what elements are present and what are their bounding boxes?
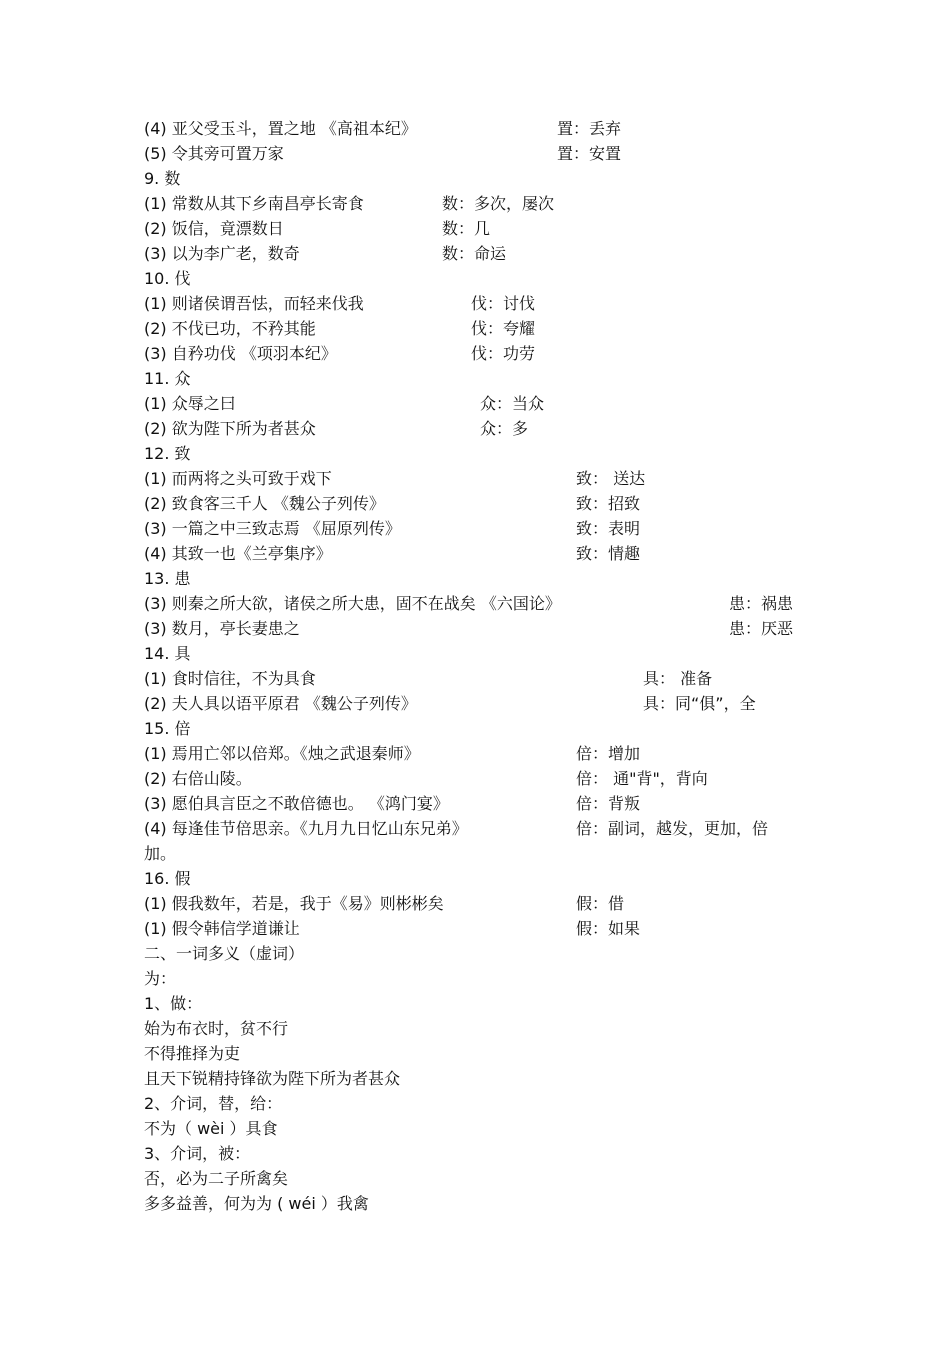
definition: 数：命运	[442, 244, 507, 263]
section-heading: 10. 伐	[144, 269, 191, 288]
section-heading: 9. 数	[144, 169, 181, 188]
definition: 伐：夸耀	[471, 319, 536, 338]
section-heading: 15. 倍	[144, 719, 191, 738]
text-line: (2) 欲为陛下所为者甚众	[144, 419, 316, 438]
text-line: (2) 饭信，竟漂数日	[144, 219, 284, 238]
definition: 众：当众	[480, 394, 545, 413]
text-line: (1) 食时信往，不为具食	[144, 669, 316, 688]
example-line: 始为布衣时，贫不行	[144, 1019, 289, 1038]
definition: 具：同“俱”，全	[643, 694, 756, 713]
definition: 倍：增加	[576, 744, 641, 763]
example-line: 且天下锐精持锋欲为陛下所为者甚众	[144, 1069, 401, 1088]
section-heading: 12. 致	[144, 444, 191, 463]
text-line: (3) 愿伯具言臣之不敢倍德也。 《鸿门宴》	[144, 794, 449, 813]
text-line: (3) 数月，亭长妻患之	[144, 619, 300, 638]
text-line: (2) 致食客三千人 《魏公子列传》	[144, 494, 385, 513]
text-line: (4) 亚父受玉斗，置之地 《高祖本纪》	[144, 119, 417, 138]
text-line: (3) 则秦之所大欲，诸侯之所大患，固不在战矣 《六国论》	[144, 594, 561, 613]
text-line: 为：	[144, 969, 177, 988]
text-line: (1) 焉用亡邻以倍郑。《烛之武退秦师》	[144, 744, 420, 763]
part-heading: 二、一词多义（虚词）	[144, 944, 305, 963]
section-heading: 11. 众	[144, 369, 191, 388]
sense-heading: 1、做：	[144, 994, 203, 1013]
text-line: (3) 自矜功伐 《项羽本纪》	[144, 344, 337, 363]
text-line: 加。	[144, 844, 177, 863]
definition: 致： 送达	[576, 469, 646, 488]
text-line: (2) 夫人具以语平原君 《魏公子列传》	[144, 694, 417, 713]
example-line: 不得推择为吏	[144, 1044, 241, 1063]
definition: 置：丢弃	[557, 119, 622, 138]
definition: 伐：讨伐	[471, 294, 536, 313]
text-line: (1) 常数从其下乡南昌亭长寄食	[144, 194, 364, 213]
definition: 倍：背叛	[576, 794, 641, 813]
text-line: (1) 众辱之曰	[144, 394, 236, 413]
definition: 患：厌恶	[729, 619, 794, 638]
text-line: (3) 以为李广老，数奇	[144, 244, 300, 263]
definition: 致：表明	[576, 519, 641, 538]
text-line: (1) 而两将之头可致于戏下	[144, 469, 332, 488]
text-line: (1) 假令韩信学道谦让	[144, 919, 300, 938]
definition: 假：如果	[576, 919, 641, 938]
definition: 置：安置	[557, 144, 622, 163]
text-line: (2) 不伐已功，不矜其能	[144, 319, 316, 338]
text-line: (2) 右倍山陵。	[144, 769, 252, 788]
definition: 具： 准备	[643, 669, 713, 688]
definition: 倍： 通"背"，背向	[576, 769, 708, 788]
text-line: (1) 则诸侯谓吾怯，而轻来伐我	[144, 294, 364, 313]
definition: 假：借	[576, 894, 625, 913]
section-heading: 13. 患	[144, 569, 191, 588]
definition: 数：几	[442, 219, 491, 238]
example-line: 否，必为二子所禽矣	[144, 1169, 289, 1188]
definition: 数：多次，屡次	[442, 194, 555, 213]
definition: 致：招致	[576, 494, 641, 513]
definition: 致：情趣	[576, 544, 641, 563]
sense-heading: 2、介词，替，给：	[144, 1094, 283, 1113]
example-line: 多多益善，何为为 ( wéi ）我禽	[144, 1194, 369, 1213]
definition: 众：多	[480, 419, 529, 438]
definition: 倍：副词，越发，更加，倍	[576, 819, 769, 838]
example-line: 不为（ wèi ）具食	[144, 1119, 278, 1138]
text-line: (1) 假我数年，若是，我于《易》则彬彬矣	[144, 894, 444, 913]
section-heading: 14. 具	[144, 644, 191, 663]
text-line: (4) 每逢佳节倍思亲。《九月九日忆山东兄弟》	[144, 819, 468, 838]
text-line: (3) 一篇之中三致志焉 《屈原列传》	[144, 519, 401, 538]
sense-heading: 3、介词，被：	[144, 1144, 251, 1163]
definition: 伐：功劳	[471, 344, 536, 363]
text-line: (4) 其致一也《兰亭集序》	[144, 544, 332, 563]
definition: 患：祸患	[729, 594, 794, 613]
text-line: (5) 令其旁可置万家	[144, 144, 284, 163]
section-heading: 16. 假	[144, 869, 191, 888]
